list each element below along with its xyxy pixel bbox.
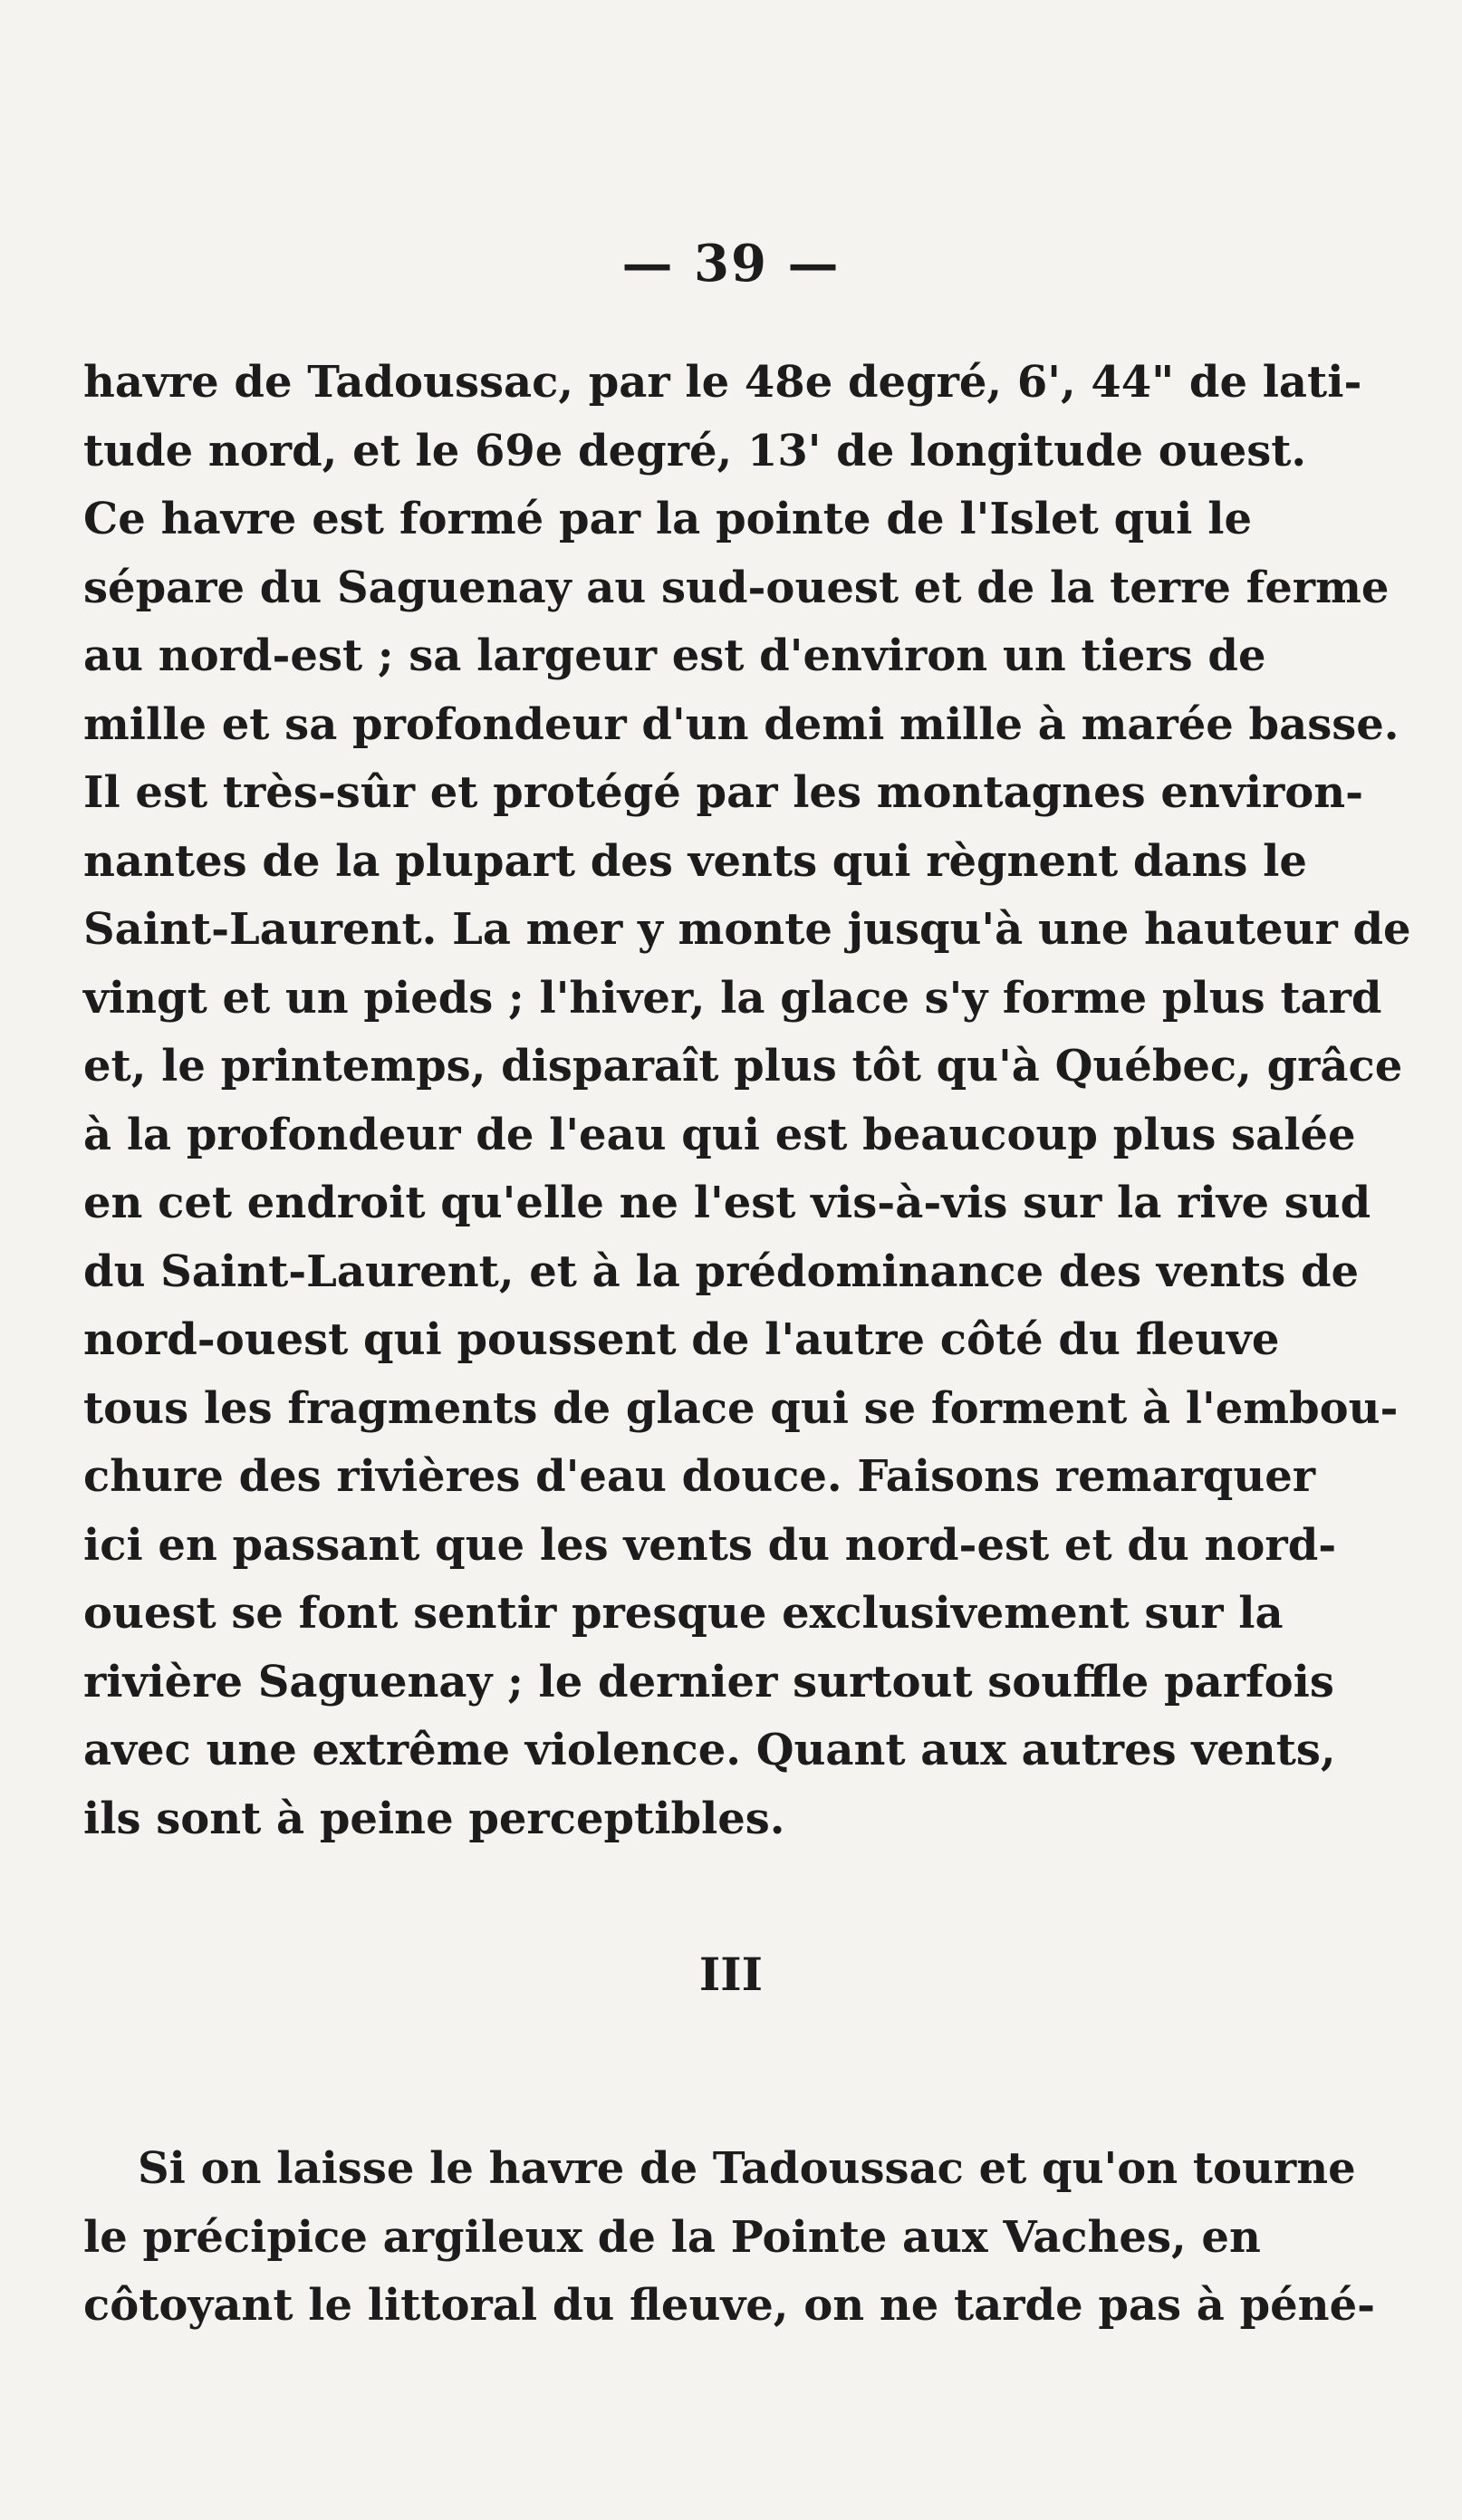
text-line: mille et sa profondeur d'un demi mille à marée basse.	[83, 698, 1399, 750]
text-line: sépare du Saguenay au sud-ouest et de la terre ferme	[83, 562, 1390, 613]
paragraph-1	[83, 349, 1411, 1853]
text-line: côtoyant le littoral du fleuve, on ne tarde pas à péné-	[83, 2280, 1376, 2331]
text-line: du Saint-Laurent, et à la prédominance des vents de	[83, 1246, 1360, 1297]
text-line: ils sont à peine perceptibles.	[83, 1793, 785, 1844]
text-line: au nord-est ; sa largeur est d'environ un tiers de	[83, 630, 1266, 681]
page-number: — 39 —	[621, 234, 841, 293]
text-line: Ce havre est formé par la pointe de l'Islet qui le	[83, 494, 1252, 544]
section-heading: III	[698, 1948, 764, 2001]
text-line: havre de Tadoussac, par le 48e degré, 6', 44" de lati-	[83, 357, 1362, 408]
text-line: Il est très-sûr et protégé par les montagnes environ-	[83, 767, 1364, 818]
paragraph-2	[83, 2135, 1376, 2341]
text-line: Si on laisse le havre de Tadoussac et qu'on tourne	[138, 2143, 1356, 2194]
text-line: et, le printemps, disparaît plus tôt qu'à Québec, grâce	[83, 1041, 1403, 1092]
text-line: ouest se font sentir presque exclusivement sur la	[83, 1588, 1284, 1639]
text-line: tous les fragments de glace qui se forment à l'embou-	[83, 1382, 1399, 1434]
text-line: nantes de la plupart des vents qui règnent dans le	[83, 835, 1307, 887]
text-line: nord-ouest qui poussent de l'autre côté du fleuve	[83, 1314, 1280, 1365]
text-line: à la profondeur de l'eau qui est beaucoup plus salée	[83, 1109, 1356, 1160]
text-line: Saint-Laurent. La mer y monte jusqu'à une hauteur de	[83, 904, 1411, 955]
text-line: chure des rivières d'eau douce. Faisons remarquer	[83, 1451, 1316, 1502]
text-line: tude nord, et le 69e degré, 13' de longitude ouest.	[83, 425, 1307, 476]
text-line: avec une extrême violence. Quant aux autres vents,	[83, 1725, 1336, 1775]
text-line: le précipice argileux de la Pointe aux Vaches, en	[83, 2211, 1261, 2263]
text-line: rivière Saguenay ; le dernier surtout souffle parfois	[83, 1656, 1334, 1707]
text-line: vingt et un pieds ; l'hiver, la glace s'y forme plus tard	[83, 972, 1382, 1024]
text-line: en cet endroit qu'elle ne l'est vis-à-vis sur la rive sud	[83, 1178, 1371, 1228]
text-line: ici en passant que les vents du nord-est et du nord-	[83, 1519, 1337, 1571]
